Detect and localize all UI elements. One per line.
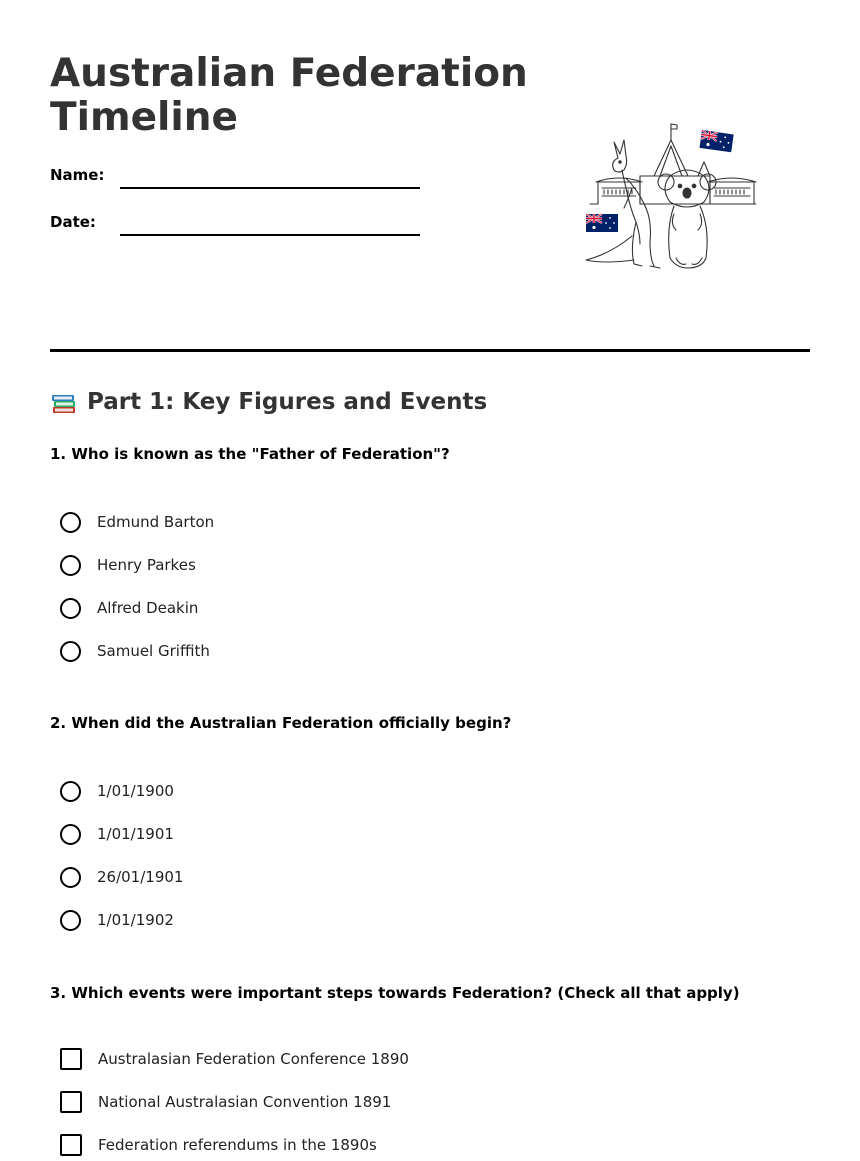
option-label: Henry Parkes <box>97 556 196 574</box>
option-label: 1/01/1902 <box>97 911 174 929</box>
option-label: Edmund Barton <box>97 513 215 531</box>
radio-button[interactable] <box>60 512 81 533</box>
q1-option[interactable] <box>60 552 196 578</box>
option-label: 1/01/1901 <box>97 825 174 843</box>
part1-heading <box>50 388 487 416</box>
option-label: Federation referendums in the 1890s <box>98 1136 377 1154</box>
question-1: 1. Who is known as the "Father of Federation"? <box>50 445 450 463</box>
option-label: Australasian Federation Conference 1890 <box>98 1050 409 1068</box>
question-2: 2. When did the Australian Federation officially begin? <box>50 714 512 732</box>
kangaroo-koala-parliament-illustration <box>580 118 765 273</box>
books-icon <box>50 388 78 416</box>
option-label: National Australasian Convention 1891 <box>98 1093 392 1111</box>
radio-button[interactable] <box>60 555 81 576</box>
q1-option[interactable] <box>60 638 210 664</box>
option-label: Alfred Deakin <box>97 599 199 617</box>
checkbox[interactable] <box>60 1048 82 1070</box>
radio-button[interactable] <box>60 781 81 802</box>
radio-button[interactable] <box>60 641 81 662</box>
q1-option[interactable] <box>60 595 198 621</box>
q2-option[interactable] <box>60 864 183 890</box>
name-field[interactable] <box>120 187 420 189</box>
q3-option[interactable] <box>60 1046 409 1072</box>
page-title: Australian Federation Timeline <box>50 51 528 140</box>
radio-button[interactable] <box>60 910 81 931</box>
option-label: 26/01/1901 <box>97 868 184 886</box>
q2-option[interactable] <box>60 907 174 933</box>
name-label: Name: <box>50 166 105 184</box>
option-label: 1/01/1900 <box>97 782 174 800</box>
date-field[interactable] <box>120 234 420 236</box>
q2-option[interactable] <box>60 821 174 847</box>
q3-option[interactable] <box>60 1089 391 1115</box>
checkbox[interactable] <box>60 1091 82 1113</box>
part1-heading-text: Part 1: Key Figures and Events <box>87 389 488 415</box>
q2-option[interactable] <box>60 778 174 804</box>
question-3: 3. Which events were important steps towards Federation? (Check all that apply) <box>50 984 740 1002</box>
q1-option[interactable] <box>60 509 214 535</box>
radio-button[interactable] <box>60 598 81 619</box>
q3-option[interactable] <box>60 1132 377 1158</box>
radio-button[interactable] <box>60 824 81 845</box>
section-divider <box>50 349 810 352</box>
option-label: Samuel Griffith <box>97 642 210 660</box>
radio-button[interactable] <box>60 867 81 888</box>
date-label: Date: <box>50 213 96 231</box>
checkbox[interactable] <box>60 1134 82 1156</box>
